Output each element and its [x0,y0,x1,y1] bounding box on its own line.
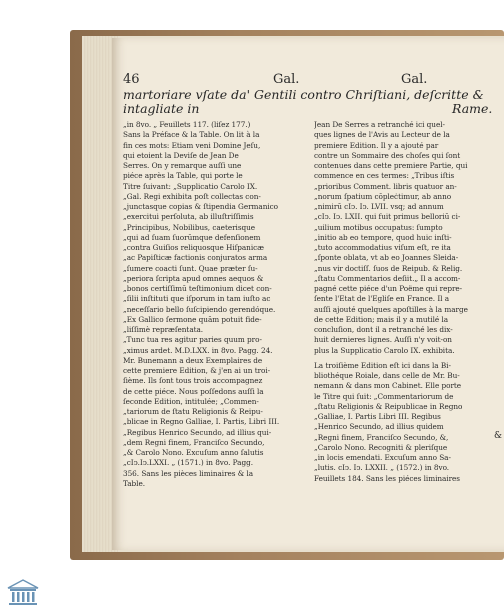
text-line: „ſponte oblata, vt ab eo Joannes Sleida- [314,253,459,263]
text-line: „exercitui perſoluta, ab illuſtriſſimis [123,212,254,222]
text-line: „uilium motibus occupatus: ſumpto [314,222,443,232]
text-line: Table. [123,478,145,488]
text-line: „blicae in Regno Galliae, I. Partis, Libri III. [123,417,280,427]
text-line: ſente l'Etat de l'Egliſe en France. Il a [314,294,450,304]
text-line: „Regibus Henrico Secundo, ad illius qui- [123,427,272,437]
text-line: de cette piéce. Nous poſſedons auſſi la [123,386,264,396]
text-line: contenues dans cette premiere Partie, qui [314,161,468,170]
text-line: plus la Supplicatio Carolo IX. exhibita. [314,345,455,355]
text-line: „ximus ardet. M.D.LXX. in 8vo. Pagg. 24. [123,345,273,355]
text-line: le Titre qui ſuit: „Commentariorum de [314,391,454,401]
text-line: „nimirū cIↄ. Iↄ. LVII. vsq; ad annum [314,202,444,211]
text-line: „ac Papiſticæ factionis conjuratos arma [123,253,268,263]
text-line: „liſſimè repræſentata. [123,325,204,334]
text-line: cette premiere Edition, & j'en ai un troi- [123,366,271,375]
text-line: „initio ab eo tempore, quod huic inſti- [314,232,452,242]
text-line: „& Carolo Nono. Excuſum anno ſalutis [123,448,264,457]
text-line: „bonos certiſſimū teſtimonium dicet con- [123,284,272,293]
text-line: „nus vir doctiſſ. ſuos de Reipub. & Relig. [314,263,463,273]
text-line: piéce après la Table, qui porte le [123,171,243,181]
text-line: contre un Sommaire des choſes qui ſont [314,150,461,160]
text-line: commence en ces termes: „Tribus iſtis [314,171,455,181]
text-line: nemann & dans mon Cabinet. Elle porte [314,381,462,391]
text-line: bliothéque Roiale, dans celle de Mr. Bu- [314,371,460,380]
text-line: La troiſième Edition eſt ici dans la Bi- [314,360,451,370]
text-line: „Carolo Nono. Recogniti & pleriſque [314,442,448,452]
page-number: 46 [123,72,140,87]
title-line-1: martoriare vſate da' Gentili contro Chriſtiani, deſcritte & intagliate in [123,87,484,116]
text-line: „Gal. Regi exhibita poſt collectas con- [123,191,261,201]
text-line: de cette Edition; mais il y a mutilé la [314,314,449,324]
text-line: „periora ſcripta apud omnes aequos & [123,273,264,283]
text-line: „in locis emendati. Excuſum anno Sa- [314,453,451,462]
text-line: Jean De Serres a retranché ici quel- [314,120,445,129]
text-line: qui etoient la Deviſe de Jean De [123,150,239,160]
text-line: „norum ſpatium cōpleċtimur, ab anno [314,191,452,201]
text-line: „Galliae, I. Partis Libri III. Regibus [314,412,441,421]
text-line: ſeconde Edition, intitulée; „Commen- [123,396,259,406]
text-line: „tariorum de ſtatu Religionis & Reipu- [123,407,263,416]
text-line: „lutis. cIↄ. Iↄ. LXXII. „ (1572.) in 8vo. [314,463,450,473]
text-line: pagné cette piéce d'un Poëme qui repre- [314,284,463,293]
text-line: „Regni finem, Franciſco Secundo, &, [314,432,449,442]
text-line: Serres. On y remarque auſſi une [123,161,242,170]
text-line: „ſtatu Religionis & Reipublicae in Regno [314,401,463,411]
left-column [123,120,303,489]
header-right: Gal. [401,72,428,87]
text-line: „qui ad ſuam ſuorūmque defenſionem [123,232,261,242]
text-line: „tuto accommodatius viſum eſt, re ita [314,243,451,252]
text-line: premiere Edition. Il y a ajouté par [314,140,439,150]
text-line: „neceſſario bello ſuſcipiendo gerendóque. [123,304,276,314]
text-line: ques lignes de l'Avis au Lecteur de la [314,130,450,140]
text-line: „ſilii inſtituti que iſporum in tam iuſto ac [123,294,271,304]
text-line: „junctasque copias & ſtipendia Germanico [123,202,279,211]
library-logo-icon [6,578,40,606]
header-left: Gal. [273,72,300,87]
text-line: „ſtatu Commentarios deſiit.„ Il a accom- [314,273,461,283]
text-line: Titre ſuivant: „Supplicatio Carolo IX. [123,181,258,191]
text-line: „Henrico Secundo, ad illius quidem [314,422,444,432]
catchword: & [494,431,503,441]
text-line: fin ces mots: Etiam veni Domine Jeſu, [123,140,261,150]
text-line: Sans la Préface & la Table. On lit à la [123,130,260,140]
text-line: „ſumere coacti ſunt. Quae præter ſu- [123,263,258,273]
text-line: „contra Guiſios reliquosque Hiſpanicæ [123,243,264,252]
title-line-2: Rame. [452,101,493,116]
text-line: 356. Sans les pièces liminaires & la [123,468,254,478]
text-line: „Ex Gallico ſermone quām potuit fide- [123,314,262,324]
text-line: concluſion, dont il a retranché les dix- [314,325,453,334]
text-line: „in 8vo. „ Feuillets 117. (liſez 177.) [123,120,251,129]
text-line: „Tunc tua res agitur paries quum pro- [123,335,262,345]
right-column [314,120,494,484]
text-line: auſſi ajouté quelques apoſtilles à la marge [314,304,468,314]
text-line: ſième. Ils ſont tous trois accompagnez [123,376,263,386]
text-line: „cIↄ.Iↄ.LXXI. „ (1571.) in 8vo. Pagg. [123,458,253,468]
text-line: „prioribus Comment. libris quatuor an- [314,181,457,191]
text-line: huit dernieres lignes. Auſſi n'y voit-on [314,335,452,345]
text-line: Feuillets 184. Sans les piéces liminaires [314,473,460,483]
text-line: „dem Regni finem, Franciſco Secundo, [123,437,265,447]
text-line: „Principibus, Nobilibus, caeterisque [123,222,256,232]
text-line: „cIↄ. Iↄ. LXII. qui fuit primus belloriū ci- [314,212,461,222]
text-line: Mr. Bunemann a deux Exemplaires de [123,355,263,365]
